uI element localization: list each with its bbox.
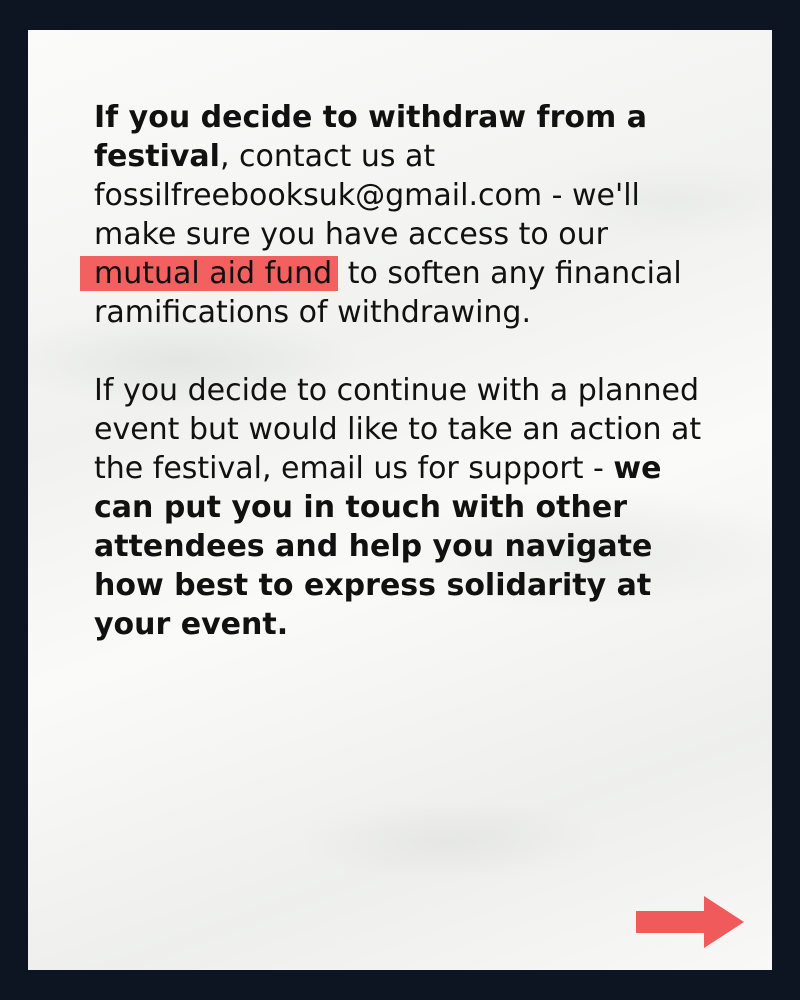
paper-card [28,30,772,970]
continue-bold-text: we can put you in touch with other attendees and help you navigate how best to express solidarity at your event. [94,451,662,642]
withdraw-paragraph [94,98,704,332]
withdraw-contact-text: , contact us at fossilfreebooksuk@gmail.com - we'll make sure you have access to our [94,139,640,252]
withdraw-heading: If you decide to withdraw from a festival [94,100,647,174]
mutual-aid-fund-highlight: mutual aid fund [80,256,338,291]
arrow-right-icon[interactable] [636,896,744,948]
text-content [94,98,704,644]
continue-lead-text: If you decide to continue with a planned event but would like to take an action at the festival, email us for support - [94,373,702,486]
continue-paragraph [94,371,704,644]
withdraw-tail-text: to soften any financial ramifications of withdrawing. [94,256,682,330]
